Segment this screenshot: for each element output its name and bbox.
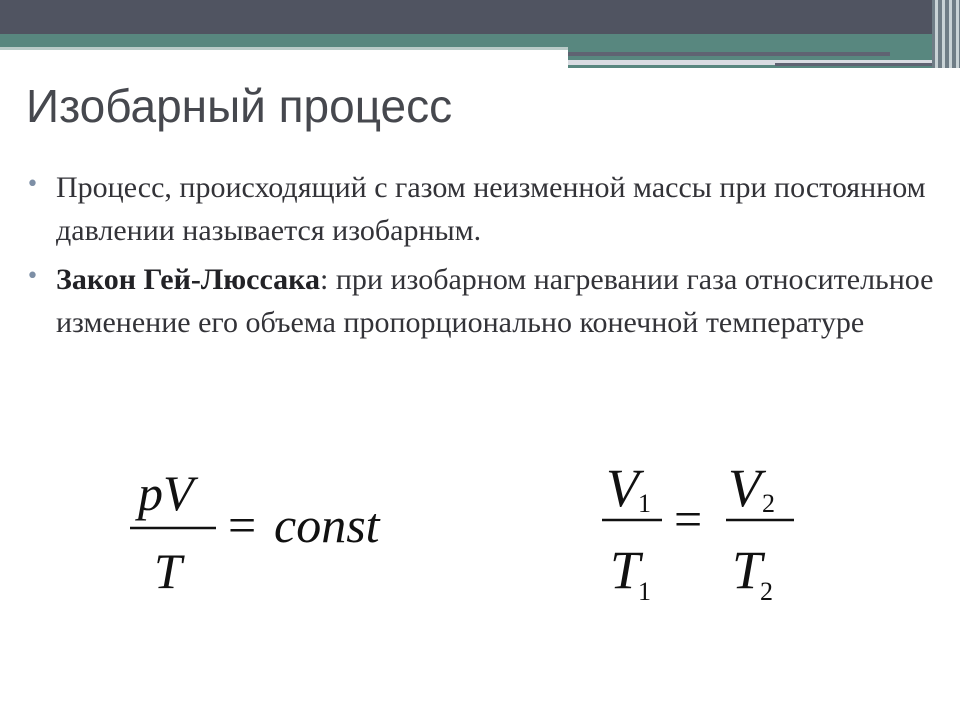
bullet-marker-icon: • bbox=[26, 172, 39, 197]
formula-2-right-numerator-subscript: 2 bbox=[762, 489, 775, 518]
formula-2-left-numerator: V bbox=[606, 458, 639, 518]
header-dark-band bbox=[0, 0, 960, 34]
bullet-text: : при изобарном нагревании газа относительное изменение его объема пропорционально конечной температуре bbox=[56, 263, 934, 339]
formula-2-right-denominator-subscript: 2 bbox=[760, 577, 773, 606]
formula-2-right-numerator: V bbox=[728, 458, 761, 518]
bullet-text: Процесс, происходящий с газом неизменной массы при постоянном давлении называется изобарным. bbox=[56, 171, 926, 247]
header-teal-shadow bbox=[0, 47, 568, 50]
formula-1-denominator: T bbox=[154, 543, 182, 599]
header-accent-line bbox=[568, 52, 890, 56]
formula-pv-over-t-const bbox=[120, 460, 420, 610]
bullet-item-law bbox=[24, 258, 944, 344]
bullet-list bbox=[24, 166, 944, 350]
formula-gay-lussac bbox=[590, 448, 810, 618]
formula-2-left-denominator: T bbox=[610, 540, 641, 600]
formula-2-equals-sign: = bbox=[674, 491, 703, 547]
slide-title: Изобарный процесс bbox=[26, 80, 453, 132]
formula-2-left-numerator-subscript: 1 bbox=[638, 489, 651, 518]
formula-1-numerator: pV bbox=[138, 465, 194, 521]
bullet-item-definition bbox=[24, 166, 944, 252]
header-accent-line-short bbox=[775, 63, 950, 66]
bullet-marker-icon: • bbox=[26, 264, 39, 289]
formula-1-equals-sign: = bbox=[228, 497, 257, 553]
header-corner-stripes bbox=[932, 0, 960, 68]
formula-2-left-denominator-subscript: 1 bbox=[638, 577, 651, 606]
law-name: Закон Гей-Люссака bbox=[56, 263, 321, 296]
formula-1-rhs: const bbox=[274, 497, 380, 553]
formula-2-right-denominator: T bbox=[732, 540, 763, 600]
header-teal-band bbox=[0, 34, 960, 47]
